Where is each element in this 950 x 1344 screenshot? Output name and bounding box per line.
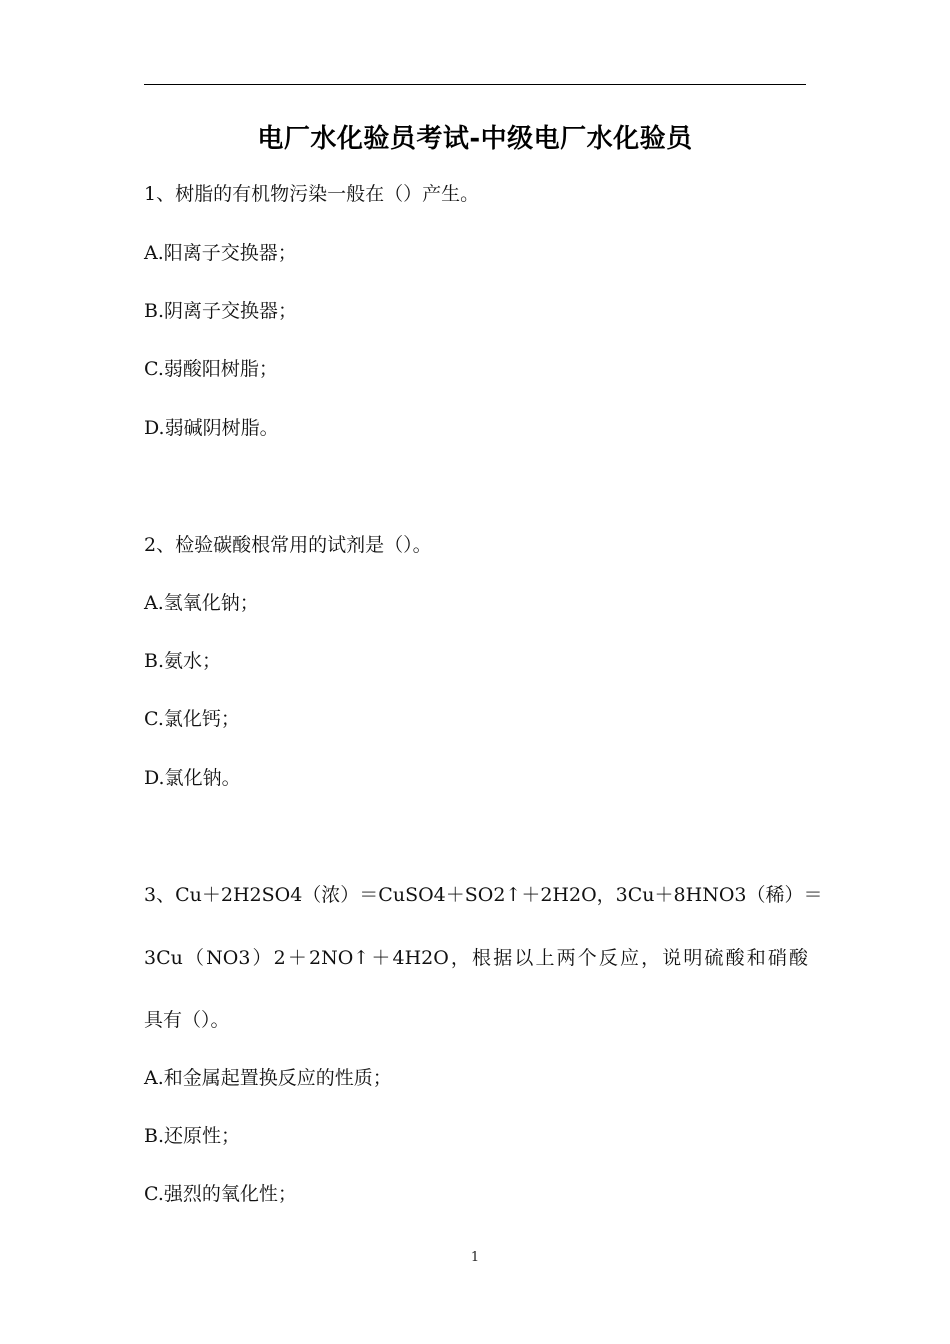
question-2-option-b: B.氨水； <box>144 650 222 672</box>
document-title: 电厂水化验员考试-中级电厂水化验员 <box>257 124 693 154</box>
question-3-stem-line-3: 具有（）。 <box>144 1009 230 1031</box>
question-1-option-d: D.弱碱阴树脂。 <box>144 417 279 439</box>
question-2-stem: 2、检验碳酸根常用的试剂是（）。 <box>144 534 432 556</box>
question-1-option-b: B.阴离子交换器； <box>144 300 298 322</box>
question-1-option-c: C.弱酸阳树脂； <box>144 358 278 380</box>
question-1-option-a: A.阳离子交换器； <box>144 242 297 264</box>
question-3-stem-line-2: 3Cu（NO3）2＋2NO↑＋4H2O，根据以上两个反应，说明硫酸和硝酸 <box>144 947 808 969</box>
page-number: 1 <box>470 1250 480 1265</box>
header-rule <box>144 84 806 85</box>
question-3-option-a: A.和金属起置换反应的性质； <box>144 1067 392 1089</box>
question-2-option-a: A.氢氧化钠； <box>144 592 259 614</box>
question-3-stem-line-1: 3、Cu＋2H2SO4（浓）＝CuSO4＋SO2↑＋2H2O，3Cu＋8HNO3（稀）＝ <box>144 884 823 906</box>
question-3-option-b: B.还原性； <box>144 1125 241 1147</box>
question-1-stem: 1、树脂的有机物污染一般在（）产生。 <box>144 183 480 205</box>
question-3-option-c: C.强烈的氧化性； <box>144 1183 297 1205</box>
question-2-option-d: D.氯化钠。 <box>144 767 241 789</box>
question-2-option-c: C.氯化钙； <box>144 708 240 730</box>
